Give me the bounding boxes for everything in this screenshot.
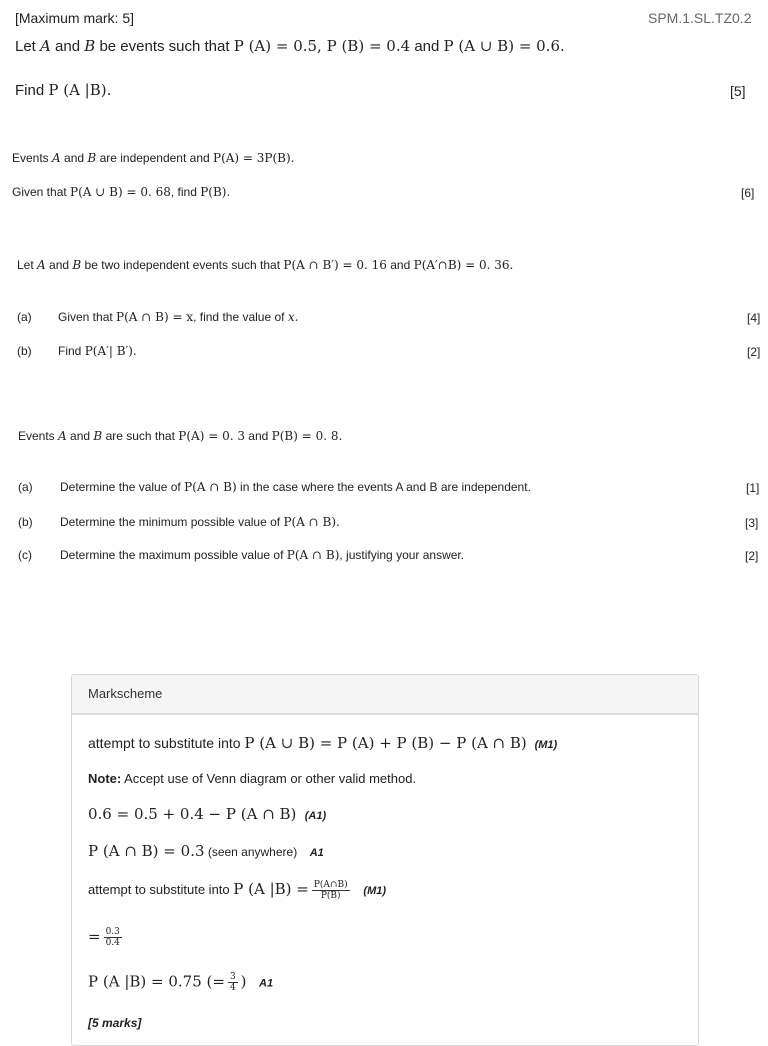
q4-part-a-marks: [1] — [746, 481, 760, 495]
q3-part-b-marks: [2] — [747, 345, 761, 359]
q4-part-b-label: (b) — [18, 515, 33, 529]
q1-find: Find P (A |B). — [15, 81, 112, 99]
q3-part-b-text: Find P(A′| B′). — [58, 344, 137, 358]
ms-line-answer: P (A |B) = 0.75 (= $\frac{3}{4}$ ) A1 — [88, 972, 274, 993]
q2-statement: Events A and B are independent and P(A) = 3P(B). — [12, 151, 295, 165]
ms-total-marks: [5 marks] — [88, 1016, 142, 1030]
q4-part-a-label: (a) — [18, 480, 33, 494]
q2-marks: [6] — [741, 186, 755, 200]
q4-intro: Events A and B are such that P(A) = 0. 3 and P(B) = 0. 8. — [18, 429, 343, 443]
q4-part-c-marks: [2] — [745, 549, 759, 563]
q3-intro: Let A and B be two independent events such that P(A ∩ B′) = 0. 16 and P(A′∩B) = 0. 36. — [17, 258, 514, 272]
q4-part-b-marks: [3] — [745, 516, 759, 530]
ms-fraction-conditional: $\frac{P(A\cap B)}{P(B)}$ — [313, 880, 348, 902]
markscheme-panel — [71, 674, 699, 1046]
max-mark-label: [Maximum mark: 5] — [15, 10, 135, 26]
ms-line-equation: 0.6 = 0.5 + 0.4 − P (A ∩ B) (A1) — [88, 805, 327, 823]
ms-line-conditional: attempt to substitute into P (A |B) = $\frac{P(A\cap B)}{P(B)}$ (M1) — [88, 880, 387, 902]
q4-part-b-text: Determine the minimum possible value of P(A ∩ B). — [60, 515, 340, 529]
ms-line-substitute: attempt to substitute into P (A ∪ B) = P (A) + P (B) − P (A ∩ B) (M1) — [88, 734, 558, 752]
q1-marks: [5] — [730, 83, 746, 99]
q2-given: Given that P(A ∪ B) = 0. 68, find P(B). — [12, 185, 231, 199]
markscheme-title: Markscheme — [88, 686, 163, 701]
q3-part-a-label: (a) — [17, 310, 32, 324]
markscheme-header[interactable] — [72, 675, 698, 715]
ms-line-result: P (A ∩ B) = 0.3 (seen anywhere) A1 — [88, 842, 324, 860]
q1-statement: Let A and B be events such that P (A) = 0.5, P (B) = 0.4 and P (A ∪ B) = 0.6. — [15, 37, 565, 55]
q4-part-c-label: (c) — [18, 548, 32, 562]
q3-part-a-text: Given that P(A ∩ B) = x, find the value of x. — [58, 310, 299, 324]
question-code: SPM.1.SL.TZ0.2 — [648, 10, 752, 26]
ms-note: Note: Accept use of Venn diagram or other valid method. — [88, 771, 417, 786]
q4-part-c-text: Determine the maximum possible value of P(A ∩ B), justifying your answer. — [60, 548, 465, 562]
ms-fraction-answer: $\frac{3}{4}$ — [229, 972, 236, 993]
ms-line-division: = $\frac{0.3}{0.4}$ — [88, 927, 120, 948]
ms-fraction-values: $\frac{0.3}{0.4}$ — [105, 927, 120, 948]
q4-part-a-text: Determine the value of P(A ∩ B) in the case where the events A and B are independent. — [60, 480, 531, 494]
q3-part-a-marks: [4] — [747, 311, 761, 325]
q3-part-b-label: (b) — [17, 344, 32, 358]
